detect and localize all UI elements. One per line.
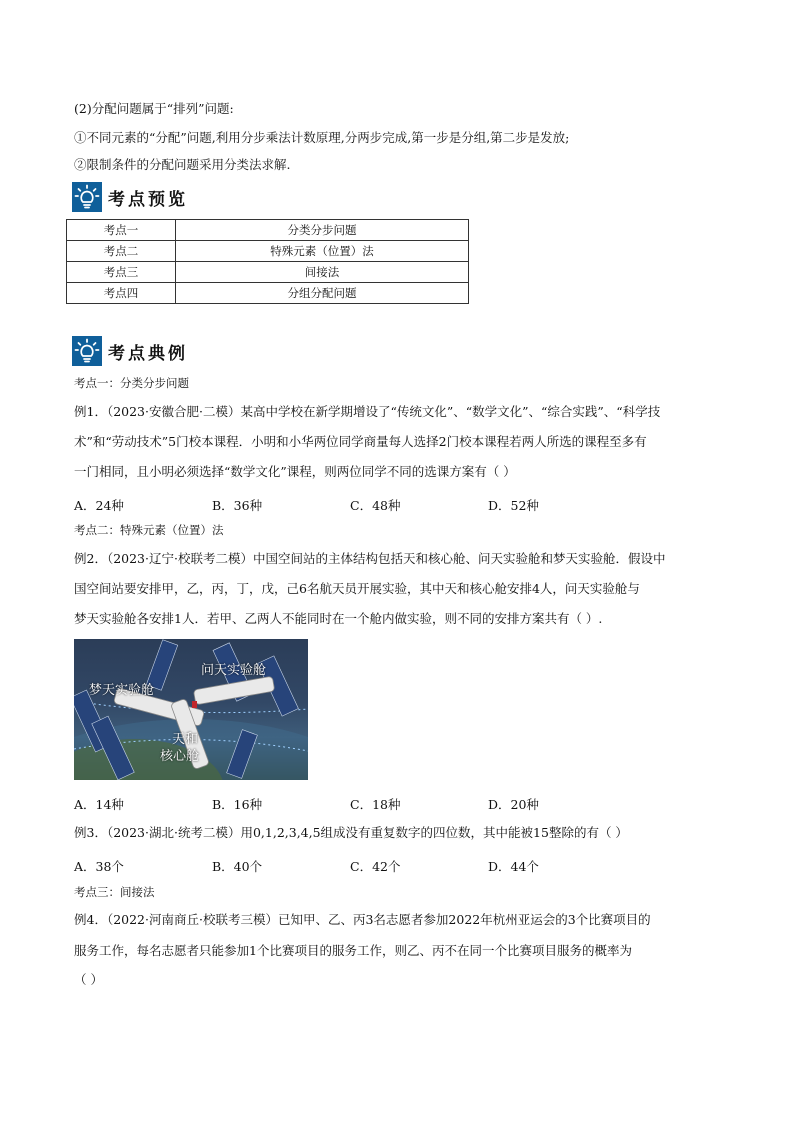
table-cell-value: 间接法 — [176, 262, 469, 283]
example-1-line-2: 术”和“劳动技术”5门校本课程．小明和小华两位同学商量每人选择2门校本课程若两人所选的课程至多有 — [74, 434, 647, 449]
example-1-line-3: 一门相同，且小明必须选择“数学文化”课程，则两位同学不同的选课方案有（ ） — [74, 464, 516, 479]
option-d: D．20种 — [488, 797, 539, 812]
intro-line-1: (2)分配问题属于“排列”问题: — [74, 101, 234, 116]
table-cell-label: 考点三 — [67, 262, 176, 283]
topic-3-label: 考点三：间接法 — [74, 885, 155, 899]
label-mengtian: 梦天实验舱 — [89, 683, 155, 698]
option-d: D．52种 — [488, 498, 539, 513]
examples-title: 考点典例 — [108, 343, 188, 364]
topic-2-label: 考点二：特殊元素（位置）法 — [74, 523, 224, 537]
option-c: C．48种 — [350, 498, 401, 513]
topic-1-label: 考点一：分类分步问题 — [74, 376, 189, 390]
example-4-line-1: 例4．（2022·河南商丘·校联考三模）已知甲、乙、丙3名志愿者参加2022年杭州亚运会的3个比赛项目的 — [74, 912, 651, 927]
option-a: A．38个 — [74, 859, 124, 874]
example-1-options — [74, 496, 626, 514]
example-4-line-2: 服务工作，每名志愿者只能参加1个比赛项目的服务工作，则乙、丙不在同一个比赛项目服务的概率为 — [74, 943, 632, 958]
table-cell-value: 分类分步问题 — [176, 220, 469, 241]
lightbulb-icon — [72, 336, 102, 366]
option-b: B．40个 — [212, 859, 263, 874]
label-tianhe-1: 天和 — [172, 732, 199, 747]
intro-line-3: ②限制条件的分配问题采用分类法求解. — [74, 157, 291, 172]
table-cell-label: 考点一 — [67, 220, 176, 241]
example-2-options — [74, 795, 626, 813]
label-tianhe-2: 核心舱 — [160, 749, 200, 764]
table-cell-value: 分组分配问题 — [176, 283, 469, 304]
table-cell-label: 考点二 — [67, 241, 176, 262]
option-a: A．14种 — [74, 797, 124, 812]
example-2-line-2: 国空间站要安排甲，乙，丙，丁，戊，己6名航天员开展实验，其中天和核心舱安排4人，问天实验舱与 — [74, 581, 640, 596]
table-row — [67, 262, 469, 283]
lightbulb-icon — [72, 182, 102, 212]
overview-title: 考点预览 — [108, 189, 188, 210]
example-1-line-1: 例1．（2023·安徽合肥·二模）某高中学校在新学期增设了“传统文化”、“数学文化”、“综合实践”、“科学技 — [74, 404, 661, 419]
example-2-line-1: 例2．（2023·辽宁·校联考二模）中国空间站的主体结构包括天和核心舱、问天实验舱和梦天实验舱．假设中 — [74, 551, 666, 566]
example-3-options — [74, 857, 626, 875]
option-d: D．44个 — [488, 859, 539, 874]
table-row — [67, 241, 469, 262]
examples-heading — [72, 336, 188, 366]
table-row — [67, 283, 469, 304]
option-a: A．24种 — [74, 498, 124, 513]
intro-line-2: ①不同元素的“分配”问题,利用分步乘法计数原理,分两步完成,第一步是分组,第二步是发放; — [74, 130, 570, 145]
option-b: B．36种 — [212, 498, 263, 513]
option-c: C．42个 — [350, 859, 401, 874]
option-b: B．16种 — [212, 797, 263, 812]
example-4-line-3: （ ） — [74, 972, 103, 987]
overview-table — [66, 219, 469, 304]
table-row — [67, 220, 469, 241]
example-3-line-1: 例3．（2023·湖北·统考二模）用0,1,2,3,4,5组成没有重复数字的四位数，其中能被15整除的有（ ） — [74, 825, 628, 840]
example-2-line-3: 梦天实验舱各安排1人．若甲、乙两人不能同时在一个舱内做实验，则不同的安排方案共有（ ）. — [74, 611, 603, 626]
label-wentian: 问天实验舱 — [201, 663, 267, 678]
table-cell-label: 考点四 — [67, 283, 176, 304]
table-cell-value: 特殊元素（位置）法 — [176, 241, 469, 262]
space-station-photo — [74, 639, 308, 780]
overview-heading — [72, 182, 188, 212]
option-c: C．18种 — [350, 797, 401, 812]
